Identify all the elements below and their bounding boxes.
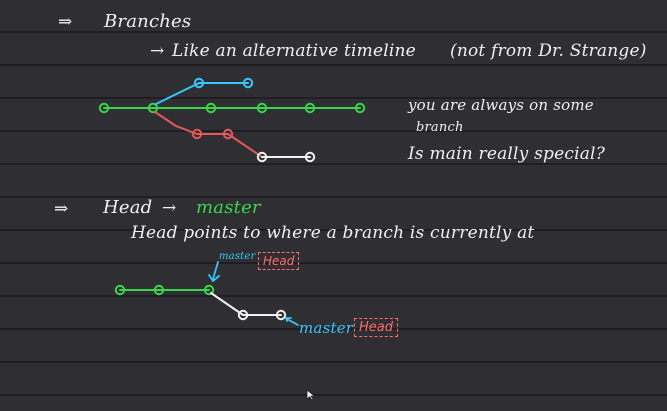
side-note-line-1: you are always on some xyxy=(408,96,594,114)
mouse-cursor-icon xyxy=(306,389,316,401)
branches-desc-arrow: → xyxy=(150,41,165,61)
master-pointer-bottom xyxy=(287,319,298,325)
master-label-top: master xyxy=(219,251,256,262)
bullet-arrow-2: ⇒ xyxy=(54,199,69,219)
other-branch-line xyxy=(155,112,262,157)
branches-title: Branches xyxy=(104,11,192,32)
branches-aside: (not from Dr. Strange) xyxy=(450,41,647,61)
head-label-top: Head xyxy=(258,252,299,270)
head-points-sentence: Head points to where a branch is currently at xyxy=(131,223,535,243)
bullet-arrow-1: ⇒ xyxy=(58,12,73,32)
head-title: Head xyxy=(103,197,153,218)
head-arrow: → xyxy=(162,198,177,218)
master-label-bottom: master xyxy=(299,319,354,337)
side-note-line-2: branch xyxy=(416,120,464,135)
branches-description: Like an alternative timeline xyxy=(172,41,416,61)
head-target-master: master xyxy=(196,197,261,218)
side-note-question: Is main really special? xyxy=(408,144,606,164)
head-label-bottom: Head xyxy=(354,318,398,337)
